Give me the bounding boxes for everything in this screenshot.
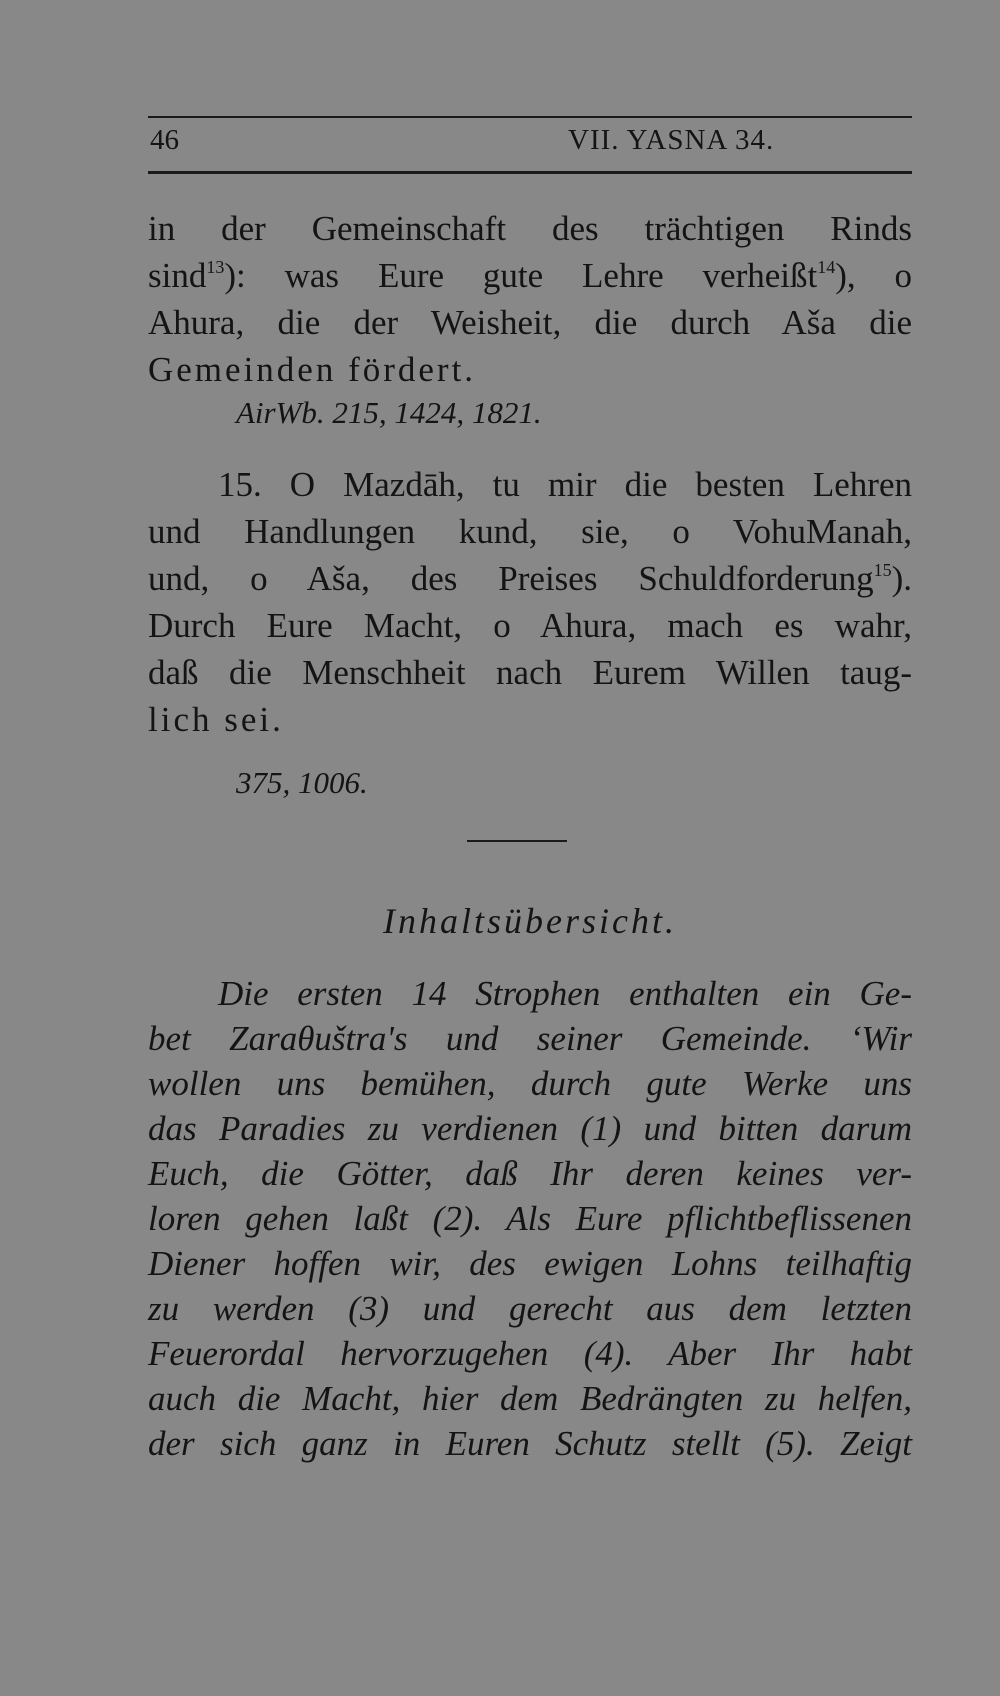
running-head-title: VII. YASNA 34. xyxy=(568,124,775,156)
text-line: bet Zaraθuštra's und seiner Gemeinde. ‘Wir xyxy=(148,1019,912,1058)
footnote-marker: 14 xyxy=(817,257,836,277)
text-line: der sich ganz in Euren Schutz stellt (5). Zeigt xyxy=(148,1424,912,1463)
text-line: 15. O Mazdāh, tu mir die besten Lehren xyxy=(218,465,912,504)
text-line: Euch, die Götter, daß Ihr deren keines ver- xyxy=(148,1154,912,1193)
text-line: auch die Macht, hier dem Bedrängten zu helfen, xyxy=(148,1379,912,1418)
text-line: lich sei. xyxy=(148,700,284,739)
text-line: und Handlungen kund, sie, o VohuManah, xyxy=(148,512,912,551)
text-line: daß die Menschheit nach Eurem Willen taug- xyxy=(148,653,912,692)
stanza-reference: AirWb. 215, 1424, 1821. xyxy=(236,395,542,430)
text-line: sind$^{13}$): was Eure gute Lehre verheißt$^{14}$), o xyxy=(148,256,912,295)
text-line: wollen uns bemühen, durch gute Werke uns xyxy=(148,1064,912,1103)
running-header xyxy=(148,124,912,164)
stanza-reference: 375, 1006. xyxy=(236,765,368,800)
page-number: 46 xyxy=(150,124,179,156)
text-line: das Paradies zu verdienen (1) und bitten darum xyxy=(148,1109,912,1148)
text-line: Gemeinden fördert. xyxy=(148,350,477,389)
text-line: loren gehen laßt (2). Als Eure pflichtbeflissenen xyxy=(148,1199,912,1238)
footnote-marker: 13 xyxy=(206,257,225,277)
text-line: Diener hoffen wir, des ewigen Lohns teilhaftig xyxy=(148,1244,912,1283)
footnote-marker: 15 xyxy=(873,560,892,580)
text-line: Ahura, die der Weisheit, die durch Aša die xyxy=(148,303,912,342)
section-divider xyxy=(467,840,567,842)
header-bottom-rule xyxy=(148,171,912,174)
text-line: Die ersten 14 Strophen enthalten ein Ge- xyxy=(218,974,912,1013)
text-line: zu werden (3) und gerecht aus dem letzten xyxy=(148,1289,912,1328)
section-heading: Inhaltsübersicht. xyxy=(383,901,677,941)
text-line: Feuerordal hervorzugehen (4). Aber Ihr habt xyxy=(148,1334,912,1373)
header-top-rule xyxy=(148,116,912,118)
text-line: in der Gemeinschaft des trächtigen Rinds xyxy=(148,209,912,248)
text-line: und, o Aša, des Preises Schuldforderung$^{15}$). xyxy=(148,559,912,598)
text-line: Durch Eure Macht, o Ahura, mach es wahr, xyxy=(148,606,912,645)
